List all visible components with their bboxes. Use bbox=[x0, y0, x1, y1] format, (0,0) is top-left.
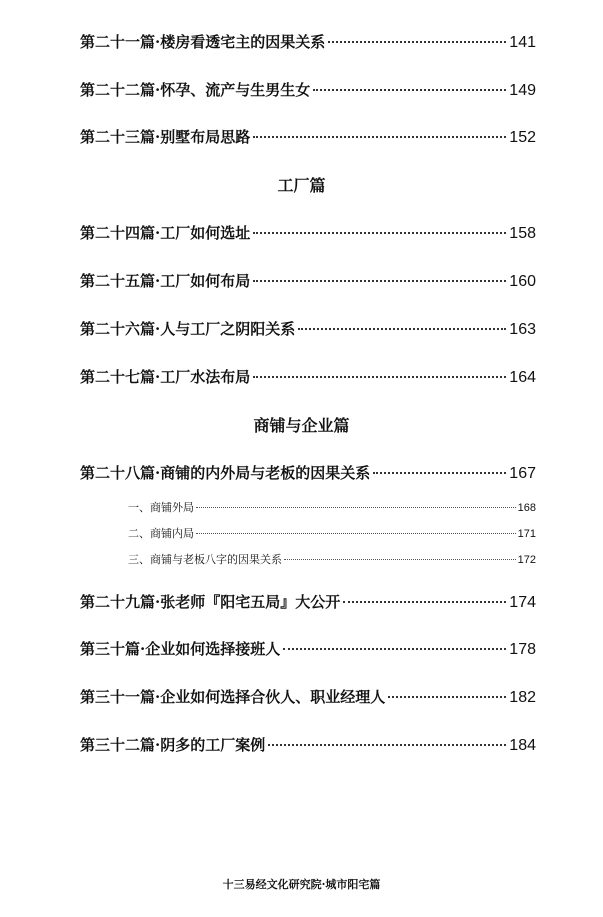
toc-sub-entry-page: 171 bbox=[517, 528, 536, 540]
toc-entry-page: 182 bbox=[509, 689, 536, 706]
toc-sub-entry[interactable] bbox=[128, 501, 536, 515]
toc-entry-title: 第二十一篇·楼房看透宅主的因果关系 bbox=[80, 33, 326, 51]
toc-entry[interactable] bbox=[80, 127, 536, 148]
toc-entry[interactable] bbox=[80, 80, 536, 101]
toc-entry[interactable] bbox=[80, 592, 536, 613]
dot-leader bbox=[253, 376, 506, 378]
toc-entry-title: 第二十四篇·工厂如何选址 bbox=[80, 224, 251, 242]
toc-sub-entry[interactable] bbox=[128, 553, 536, 567]
toc-entry-page: 167 bbox=[509, 465, 536, 482]
toc-entry[interactable] bbox=[80, 223, 536, 244]
toc-entry-page: 174 bbox=[509, 594, 536, 611]
dot-leader bbox=[373, 472, 506, 474]
toc-entry-page: 163 bbox=[509, 321, 536, 338]
dot-leader bbox=[253, 136, 506, 138]
dot-leader bbox=[253, 232, 506, 234]
toc-sub-entry-page: 172 bbox=[517, 554, 536, 566]
toc-entry-title: 第二十二篇·怀孕、流产与生男生女 bbox=[80, 81, 311, 99]
page-footer: 十三易经文化研究院·城市阳宅篇 bbox=[222, 878, 381, 891]
toc-entry-title: 第二十五篇·工厂如何布局 bbox=[80, 272, 251, 290]
toc-entry-page: 178 bbox=[509, 641, 536, 658]
section-heading-shop: 商铺与企业篇 bbox=[253, 416, 350, 435]
toc-entry-title: 第三十一篇·企业如何选择合伙人、职业经理人 bbox=[80, 688, 386, 706]
toc-entry[interactable] bbox=[80, 271, 536, 292]
dot-leader bbox=[313, 89, 506, 91]
toc-entry[interactable] bbox=[80, 639, 536, 660]
toc-entry[interactable] bbox=[80, 32, 536, 53]
dot-leader bbox=[388, 696, 506, 698]
dot-leader bbox=[284, 559, 516, 560]
toc-sub-entry-title: 二、商铺内局 bbox=[128, 527, 194, 540]
toc-entry-page: 158 bbox=[509, 225, 536, 242]
toc-sub-entry-title: 三、商铺与老板八字的因果关系 bbox=[128, 553, 282, 566]
dot-leader bbox=[328, 41, 506, 43]
toc-entry[interactable] bbox=[80, 367, 536, 388]
toc-entry-title: 第二十六篇·人与工厂之阴阳关系 bbox=[80, 320, 296, 338]
dot-leader bbox=[268, 744, 506, 746]
toc-sub-entry-title: 一、商铺外局 bbox=[128, 501, 194, 514]
section-heading-factory: 工厂篇 bbox=[277, 176, 326, 195]
toc-sub-entry-page: 168 bbox=[517, 502, 536, 514]
dot-leader bbox=[298, 328, 506, 330]
toc-entry[interactable] bbox=[80, 735, 536, 756]
toc-entry-title: 第二十八篇·商铺的内外局与老板的因果关系 bbox=[80, 464, 371, 482]
toc-entry-title: 第二十九篇·张老师『阳宅五局』大公开 bbox=[80, 593, 341, 611]
toc-entry-page: 160 bbox=[509, 273, 536, 290]
dot-leader bbox=[196, 533, 516, 534]
toc-entry-title: 第三十二篇·阴多的工厂案例 bbox=[80, 736, 266, 754]
toc-entry-page: 149 bbox=[509, 82, 536, 99]
toc-entry-title: 第二十三篇·别墅布局思路 bbox=[80, 128, 251, 146]
toc-entry-page: 152 bbox=[509, 129, 536, 146]
dot-leader bbox=[283, 648, 506, 650]
toc-entry-title: 第三十篇·企业如何选择接班人 bbox=[80, 640, 281, 658]
dot-leader bbox=[343, 601, 506, 603]
toc-entry-page: 164 bbox=[509, 369, 536, 386]
toc-entry[interactable] bbox=[80, 319, 536, 340]
toc-sub-entry[interactable] bbox=[128, 527, 536, 541]
toc-entry-page: 184 bbox=[509, 737, 536, 754]
toc-entry[interactable] bbox=[80, 687, 536, 708]
toc-entry-title: 第二十七篇·工厂水法布局 bbox=[80, 368, 251, 386]
toc-entry-page: 141 bbox=[509, 34, 536, 51]
dot-leader bbox=[196, 507, 516, 508]
dot-leader bbox=[253, 280, 506, 282]
toc-entry[interactable] bbox=[80, 463, 536, 484]
